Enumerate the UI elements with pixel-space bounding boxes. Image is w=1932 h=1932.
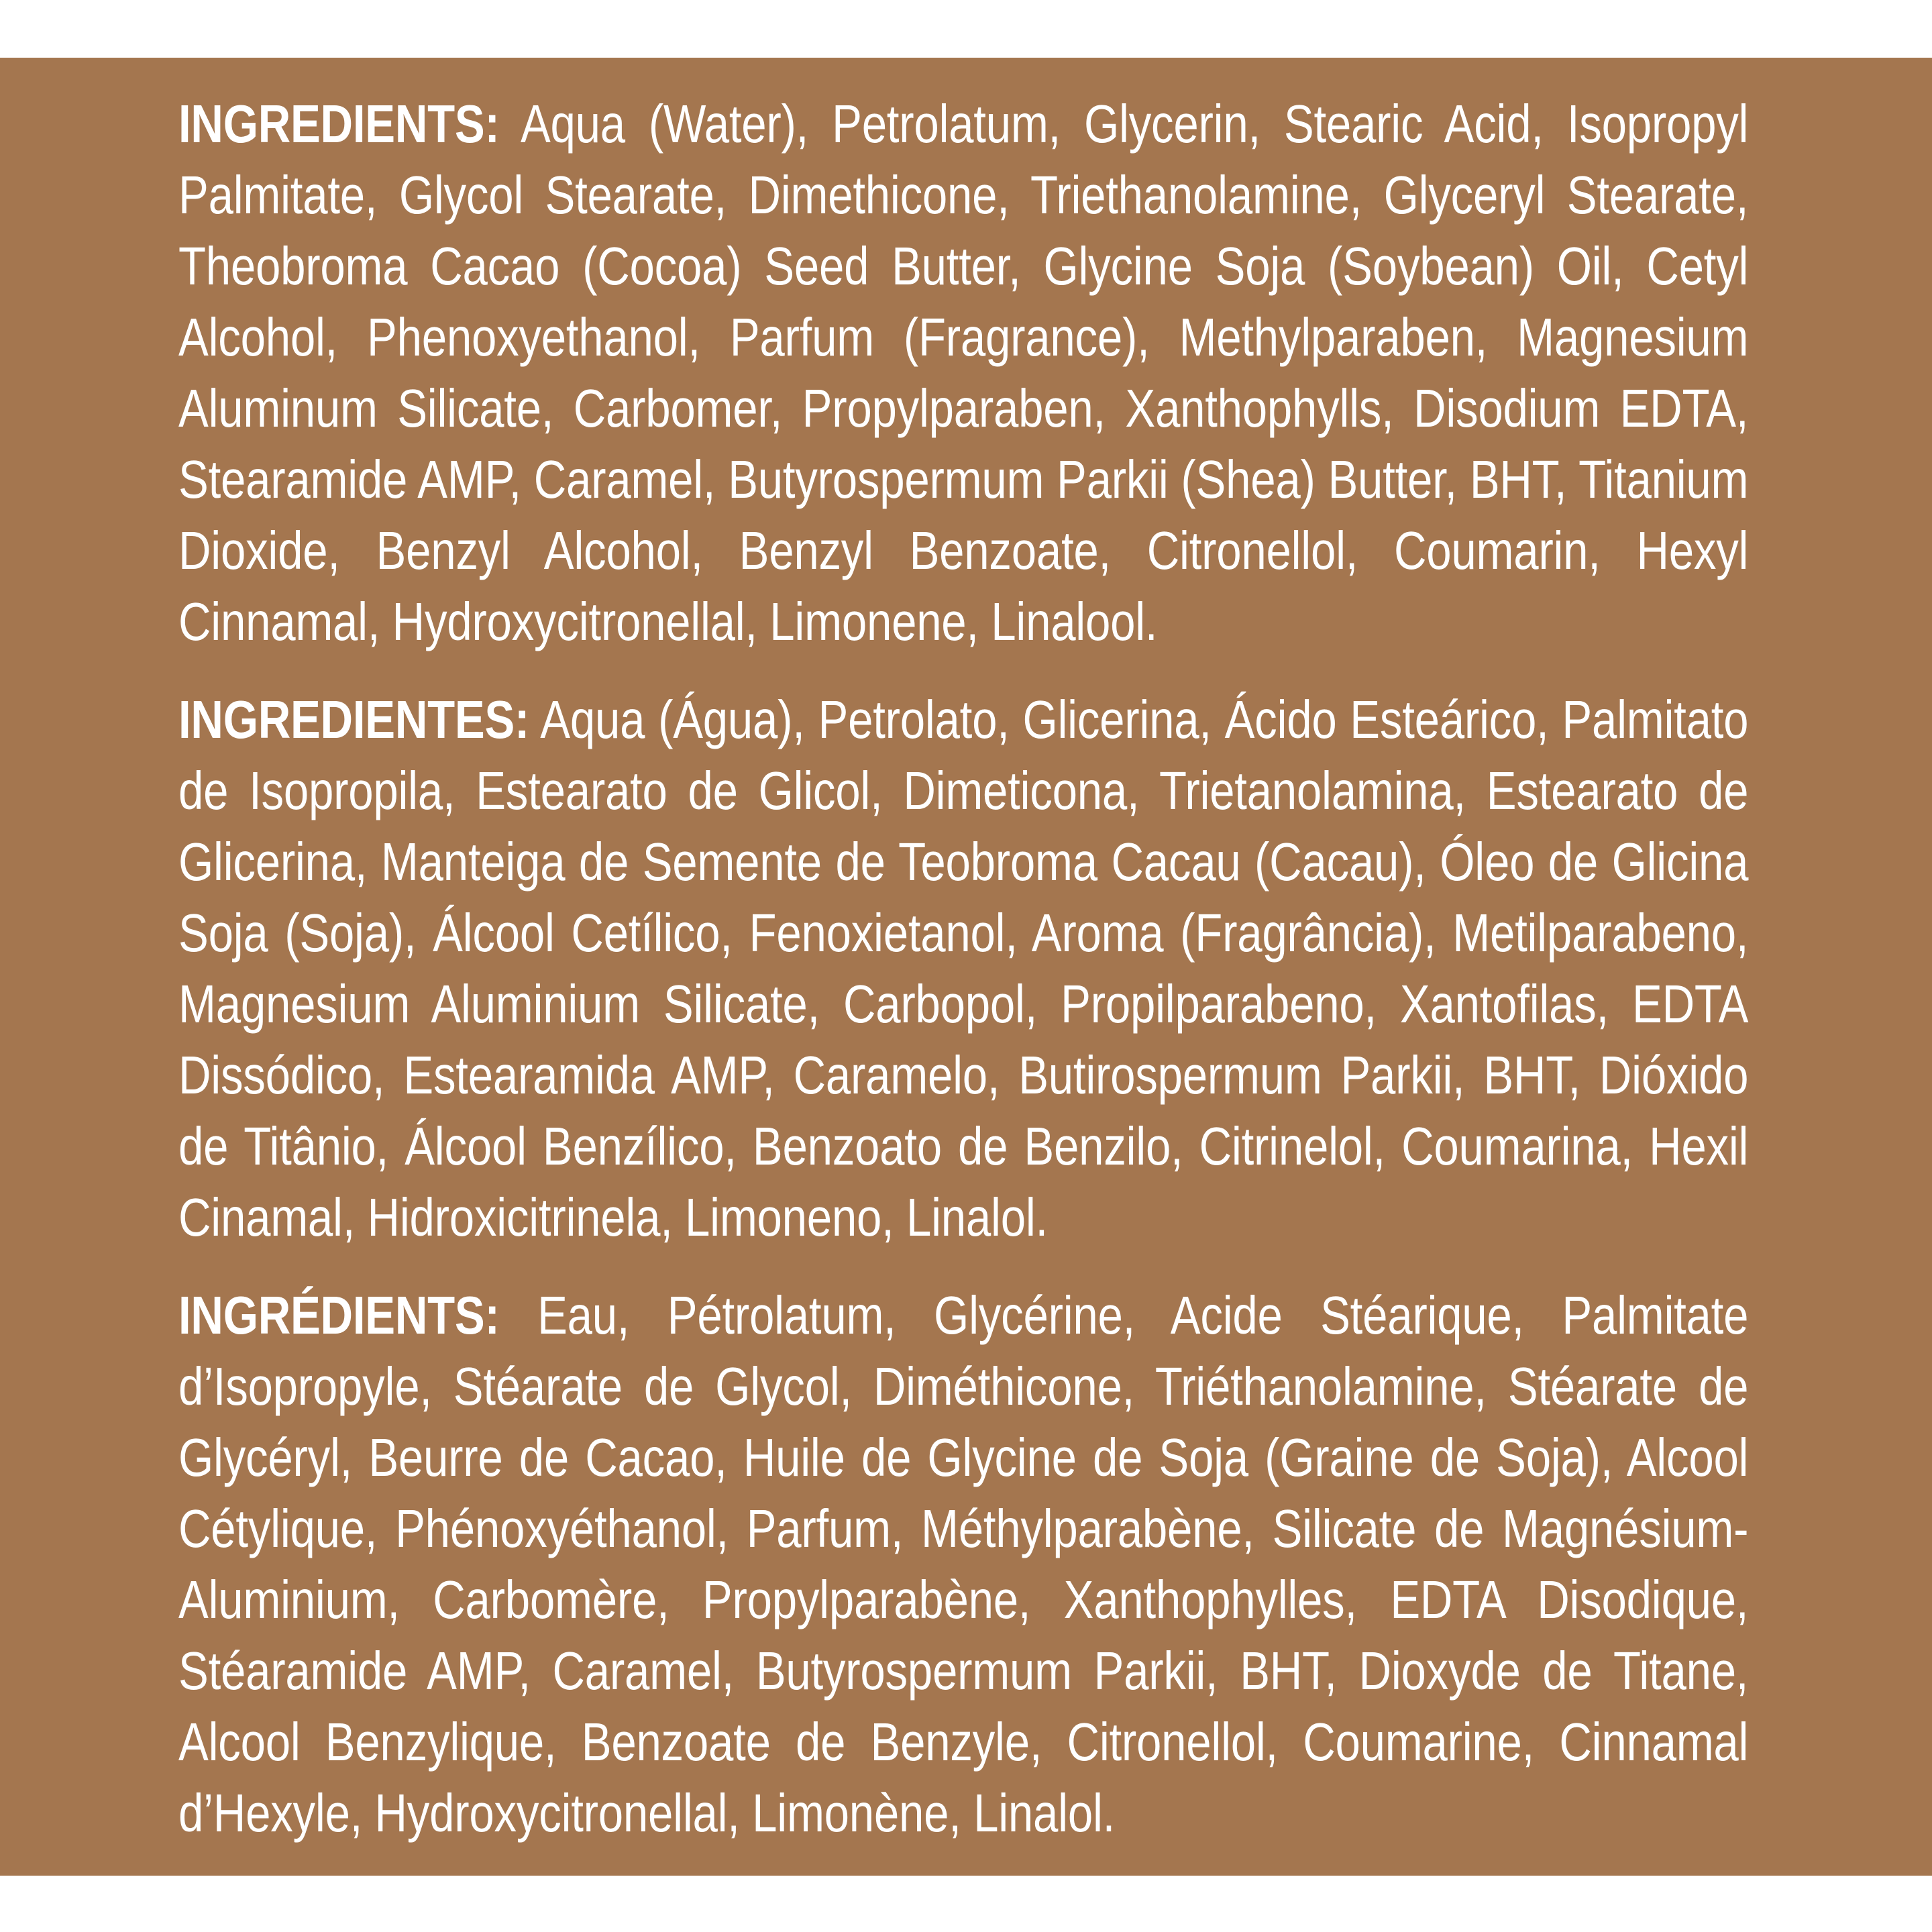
ingredients-portuguese xyxy=(178,684,1748,1253)
ingredients-french-text: Eau, Pétrolatum, Glycérine, Acide Stéarique, Palmitate d’Isopropyle, Stéarate de Glycol, Diméthicone, Triéthanolamine, Stéarate de Glycéryl, Beurre de Cacao, Huile de Glycine de Soja (Graine de Soja), Alcool Cétylique, Phénoxyéthanol, Parfum, Méthylparabène, Silicate de Magnésium-Aluminium, Carbomère, Propylparabène, Xanthophylles, EDTA Disodique, Stéaramide AMP, Caramel, Butyrospermum Parkii, BHT, Dioxyde de Titane, Alcool Benzylique, Benzoate de Benzyle, Citronellol, Coumarine, Cinnamal d’Hexyle, Hydroxycitronellal, Limonène, Linalol. xyxy=(178,1285,1749,1843)
ingredients-portuguese-text: Aqua (Água), Petrolato, Glicerina, Ácido Esteárico, Palmitato de Isopropila, Estearato de Glicol, Dimeticona, Trietanolamina, Estearato de Glicerina, Manteiga de Semente de Teobroma Cacau (Cacau), Óleo de Glicina Soja (Soja), Álcool Cetílico, Fenoxietanol, Aroma (Fragrância), Metilparabeno, Magnesium Aluminium Silicate, Carbopol, Propilparabeno, Xantofilas, EDTA Dissódico, Estearamida AMP, Caramelo, Butirospermum Parkii, BHT, Dióxido de Titânio, Álcool Benzílico, Benzoato de Benzilo, Citrinelol, Coumarina, Hexil Cinamal, Hidroxicitrinela, Limoneno, Linalol. xyxy=(178,690,1749,1247)
ingredients-english-heading: INGREDIENTS: xyxy=(178,94,500,154)
ingredients-label-panel xyxy=(0,58,1932,1876)
ingredients-french-heading: INGRÉDIENTS: xyxy=(178,1285,500,1345)
ingredients-portuguese-heading: INGREDIENTES: xyxy=(178,690,530,749)
ingredients-english xyxy=(178,89,1748,657)
ingredients-french xyxy=(178,1280,1748,1849)
ingredients-english-text: Aqua (Water), Petrolatum, Glycerin, Stearic Acid, Isopropyl Palmitate, Glycol Stearate, Dimethicone, Triethanolamine, Glyceryl Stearate, Theobroma Cacao (Cocoa) Seed Butter, Glycine Soja (Soybean) Oil, Cetyl Alcohol, Phenoxyethanol, Parfum (Fragrance), Methylparaben, Magnesium Aluminum Silicate, Carbomer, Propylparaben, Xanthophylls, Disodium EDTA, Stearamide AMP, Caramel, Butyrospermum Parkii (Shea) Butter, BHT, Titanium Dioxide, Benzyl Alcohol, Benzyl Benzoate, Citronellol, Coumarin, Hexyl Cinnamal, Hydroxycitronellal, Limonene, Linalool. xyxy=(178,94,1749,651)
